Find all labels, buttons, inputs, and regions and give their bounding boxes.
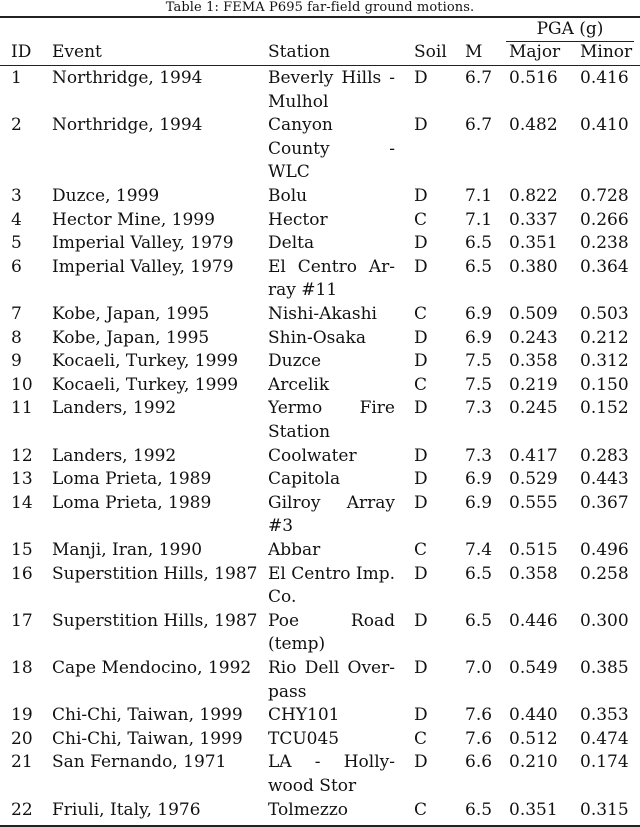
row-pga-major: 0.822 bbox=[509, 186, 558, 206]
row-event: Superstition Hills, 1987 bbox=[52, 610, 258, 631]
row-soil: C bbox=[414, 374, 428, 395]
row-magnitude: 7.5 bbox=[465, 374, 493, 395]
station-line: Station bbox=[268, 421, 331, 442]
row-event: Imperial Valley, 1979 bbox=[52, 233, 234, 254]
row-magnitude: 7.3 bbox=[465, 445, 493, 466]
row-event: Kobe, Japan, 1995 bbox=[52, 304, 210, 324]
row-station bbox=[268, 799, 395, 823]
row-pga-major: 0.358 bbox=[509, 563, 558, 584]
station-line: Canyon bbox=[268, 115, 333, 136]
row-id: 8 bbox=[11, 327, 22, 348]
row-pga-minor: 0.443 bbox=[580, 469, 629, 490]
row-soil: D bbox=[414, 445, 428, 466]
row-magnitude: 7.1 bbox=[465, 209, 493, 230]
station-line: Delta bbox=[268, 233, 315, 254]
header-major: Major bbox=[509, 42, 561, 62]
row-event: Northridge, 1994 bbox=[52, 68, 203, 88]
row-pga-minor: 0.496 bbox=[580, 540, 629, 560]
row-pga-minor: 0.258 bbox=[580, 563, 629, 584]
row-event: Superstition Hills, 1987 bbox=[52, 563, 258, 584]
station-line: Rio Dell Over- bbox=[268, 658, 395, 678]
row-pga-major: 0.482 bbox=[509, 115, 558, 136]
row-id: 14 bbox=[11, 492, 33, 513]
row-id: 11 bbox=[11, 398, 33, 419]
row-pga-minor: 0.416 bbox=[580, 68, 629, 88]
row-pga-minor: 0.503 bbox=[580, 304, 629, 324]
header-rule bbox=[0, 65, 640, 66]
row-event: Landers, 1992 bbox=[52, 445, 177, 466]
row-soil: D bbox=[414, 563, 428, 584]
row-id: 16 bbox=[11, 563, 33, 584]
row-magnitude: 6.9 bbox=[465, 469, 493, 490]
row-magnitude: 6.7 bbox=[465, 115, 493, 136]
row-id: 2 bbox=[11, 115, 22, 136]
row-pga-minor: 0.266 bbox=[580, 209, 629, 230]
row-magnitude: 7.5 bbox=[465, 351, 493, 372]
row-pga-minor: 0.312 bbox=[580, 351, 629, 372]
table-caption: Table 1: FEMA P695 far-field ground motions. bbox=[165, 0, 475, 15]
station-line: Poe Road bbox=[268, 610, 395, 631]
row-soil: D bbox=[414, 610, 428, 631]
row-pga-minor: 0.385 bbox=[580, 658, 629, 678]
station-line: Duzce bbox=[268, 351, 322, 372]
row-pga-major: 0.509 bbox=[509, 304, 558, 324]
row-magnitude: 6.5 bbox=[465, 233, 493, 254]
row-event: Cape Mendocino, 1992 bbox=[52, 658, 252, 678]
station-line: wood Stor bbox=[268, 775, 357, 796]
row-station bbox=[268, 397, 395, 444]
row-magnitude: 6.5 bbox=[465, 256, 493, 277]
row-pga-major: 0.549 bbox=[509, 658, 558, 678]
row-event: Chi-Chi, Taiwan, 1999 bbox=[52, 728, 243, 749]
row-pga-minor: 0.353 bbox=[580, 705, 629, 726]
row-soil: D bbox=[414, 115, 428, 136]
station-line: Capitola bbox=[268, 469, 341, 490]
station-line: (temp) bbox=[268, 634, 326, 655]
row-pga-major: 0.351 bbox=[509, 799, 558, 820]
station-line: County - bbox=[268, 138, 395, 159]
row-soil: C bbox=[414, 799, 428, 820]
row-pga-minor: 0.212 bbox=[580, 327, 629, 348]
row-id: 15 bbox=[11, 540, 33, 560]
row-soil: D bbox=[414, 752, 428, 773]
row-station bbox=[268, 256, 395, 303]
row-id: 22 bbox=[11, 799, 33, 820]
row-pga-minor: 0.300 bbox=[580, 610, 629, 631]
header-station: Station bbox=[268, 42, 331, 62]
row-station bbox=[268, 303, 395, 327]
station-line: El Centro Ar- bbox=[268, 256, 395, 277]
row-event: Kocaeli, Turkey, 1999 bbox=[52, 374, 239, 395]
pga-group-header: PGA (g) bbox=[536, 19, 604, 39]
row-station bbox=[268, 539, 395, 563]
row-pga-major: 0.245 bbox=[509, 398, 558, 419]
row-id: 20 bbox=[11, 728, 33, 749]
station-line: Tolmezzo bbox=[268, 799, 349, 820]
row-station bbox=[268, 751, 395, 798]
station-line: Arcelik bbox=[268, 374, 330, 395]
row-pga-major: 0.516 bbox=[509, 68, 558, 88]
row-soil: D bbox=[414, 658, 428, 678]
row-event: Northridge, 1994 bbox=[52, 115, 203, 136]
row-pga-minor: 0.150 bbox=[580, 374, 629, 395]
row-pga-major: 0.512 bbox=[509, 728, 558, 749]
row-magnitude: 6.5 bbox=[465, 610, 493, 631]
row-id: 4 bbox=[11, 209, 22, 230]
row-soil: C bbox=[414, 304, 428, 324]
row-event: Duzce, 1999 bbox=[52, 186, 160, 206]
row-magnitude: 7.0 bbox=[465, 658, 493, 678]
row-magnitude: 7.4 bbox=[465, 540, 493, 560]
row-event: Imperial Valley, 1979 bbox=[52, 256, 234, 277]
row-station bbox=[268, 374, 395, 398]
row-pga-major: 0.351 bbox=[509, 233, 558, 254]
row-event: San Fernando, 1971 bbox=[52, 752, 227, 773]
station-line: Bolu bbox=[268, 186, 308, 206]
row-id: 21 bbox=[11, 752, 33, 773]
row-soil: D bbox=[414, 68, 428, 88]
row-magnitude: 6.5 bbox=[465, 563, 493, 584]
row-event: Kobe, Japan, 1995 bbox=[52, 327, 210, 348]
row-magnitude: 6.9 bbox=[465, 304, 493, 324]
row-pga-minor: 0.174 bbox=[580, 752, 629, 773]
row-station bbox=[268, 468, 395, 492]
row-id: 3 bbox=[11, 186, 22, 206]
row-pga-major: 0.210 bbox=[509, 752, 558, 773]
station-line: pass bbox=[268, 681, 307, 702]
row-station bbox=[268, 492, 395, 539]
row-station bbox=[268, 350, 395, 374]
row-soil: C bbox=[414, 540, 428, 560]
row-soil: D bbox=[414, 469, 428, 490]
row-magnitude: 7.1 bbox=[465, 186, 493, 206]
row-pga-major: 0.337 bbox=[509, 209, 558, 230]
row-station bbox=[268, 728, 395, 752]
row-event: Loma Prieta, 1989 bbox=[52, 492, 212, 513]
row-station bbox=[268, 209, 395, 233]
station-line: Shin-Osaka bbox=[268, 327, 366, 348]
row-station bbox=[268, 67, 395, 114]
row-magnitude: 6.9 bbox=[465, 327, 493, 348]
row-station bbox=[268, 445, 395, 469]
row-soil: D bbox=[414, 492, 428, 513]
row-pga-major: 0.417 bbox=[509, 445, 558, 466]
station-line: Abbar bbox=[268, 540, 321, 560]
station-line: Hector bbox=[268, 209, 328, 230]
row-pga-minor: 0.315 bbox=[580, 799, 629, 820]
row-event: Hector Mine, 1999 bbox=[52, 209, 215, 230]
row-pga-minor: 0.283 bbox=[580, 445, 629, 466]
row-soil: D bbox=[414, 327, 428, 348]
row-magnitude: 7.3 bbox=[465, 398, 493, 419]
row-id: 19 bbox=[11, 705, 33, 726]
row-soil: D bbox=[414, 705, 428, 726]
row-pga-major: 0.555 bbox=[509, 492, 558, 513]
row-soil: C bbox=[414, 728, 428, 749]
header-m: M bbox=[465, 42, 483, 62]
station-line: CHY101 bbox=[268, 705, 340, 726]
station-line: Mulhol bbox=[268, 91, 329, 112]
row-pga-major: 0.440 bbox=[509, 705, 558, 726]
row-pga-major: 0.515 bbox=[509, 540, 558, 560]
row-pga-minor: 0.728 bbox=[580, 186, 629, 206]
row-station bbox=[268, 610, 395, 657]
row-soil: D bbox=[414, 233, 428, 254]
row-event: Landers, 1992 bbox=[52, 398, 177, 419]
row-id: 9 bbox=[11, 351, 22, 372]
row-station bbox=[268, 114, 395, 185]
row-event: Manji, Iran, 1990 bbox=[52, 540, 203, 560]
station-line: Yermo Fire bbox=[268, 398, 395, 419]
row-pga-minor: 0.410 bbox=[580, 115, 629, 136]
header-event: Event bbox=[52, 42, 102, 62]
row-id: 13 bbox=[11, 469, 33, 490]
row-pga-major: 0.380 bbox=[509, 256, 558, 277]
row-station bbox=[268, 657, 395, 704]
row-event: Loma Prieta, 1989 bbox=[52, 469, 212, 490]
row-id: 1 bbox=[11, 68, 22, 88]
row-station bbox=[268, 232, 395, 256]
station-line: Co. bbox=[268, 587, 297, 608]
row-soil: D bbox=[414, 398, 428, 419]
row-magnitude: 6.5 bbox=[465, 799, 493, 820]
row-pga-minor: 0.474 bbox=[580, 728, 629, 749]
row-event: Kocaeli, Turkey, 1999 bbox=[52, 351, 239, 372]
row-pga-minor: 0.152 bbox=[580, 398, 629, 419]
station-line: TCU045 bbox=[268, 728, 340, 749]
header-soil: Soil bbox=[414, 42, 447, 62]
row-magnitude: 6.9 bbox=[465, 492, 493, 513]
row-id: 7 bbox=[11, 304, 22, 324]
row-id: 6 bbox=[11, 256, 22, 277]
row-magnitude: 7.6 bbox=[465, 705, 493, 726]
row-station bbox=[268, 704, 395, 728]
row-magnitude: 7.6 bbox=[465, 728, 493, 749]
row-id: 10 bbox=[11, 374, 33, 395]
station-line: Coolwater bbox=[268, 445, 357, 466]
row-pga-major: 0.529 bbox=[509, 469, 558, 490]
row-pga-major: 0.358 bbox=[509, 351, 558, 372]
row-event: Chi-Chi, Taiwan, 1999 bbox=[52, 705, 243, 726]
row-station bbox=[268, 185, 395, 209]
row-magnitude: 6.6 bbox=[465, 752, 493, 773]
row-id: 12 bbox=[11, 445, 33, 466]
station-line: El Centro Imp. bbox=[268, 563, 395, 584]
row-soil: C bbox=[414, 209, 428, 230]
row-id: 17 bbox=[11, 610, 33, 631]
station-line: ray #11 bbox=[268, 280, 338, 301]
station-line: LA - Holly- bbox=[268, 752, 395, 773]
station-line: WLC bbox=[268, 162, 310, 183]
header-minor: Minor bbox=[580, 42, 633, 62]
row-id: 18 bbox=[11, 658, 33, 678]
row-soil: D bbox=[414, 351, 428, 372]
row-id: 5 bbox=[11, 233, 22, 254]
station-line: Gilroy Array bbox=[268, 492, 395, 513]
row-pga-minor: 0.238 bbox=[580, 233, 629, 254]
row-magnitude: 6.7 bbox=[465, 68, 493, 88]
header-id: ID bbox=[11, 42, 32, 62]
station-line: Nishi-Akashi bbox=[268, 304, 377, 324]
row-soil: D bbox=[414, 186, 428, 206]
row-pga-minor: 0.364 bbox=[580, 256, 629, 277]
row-station bbox=[268, 563, 395, 610]
station-line: #3 bbox=[268, 516, 294, 537]
row-pga-major: 0.219 bbox=[509, 374, 558, 395]
row-station bbox=[268, 327, 395, 351]
row-event: Friuli, Italy, 1976 bbox=[52, 799, 201, 820]
row-pga-major: 0.446 bbox=[509, 610, 558, 631]
station-line: Beverly Hills - bbox=[268, 68, 395, 88]
row-pga-minor: 0.367 bbox=[580, 492, 629, 513]
row-soil: D bbox=[414, 256, 428, 277]
row-pga-major: 0.243 bbox=[509, 327, 558, 348]
